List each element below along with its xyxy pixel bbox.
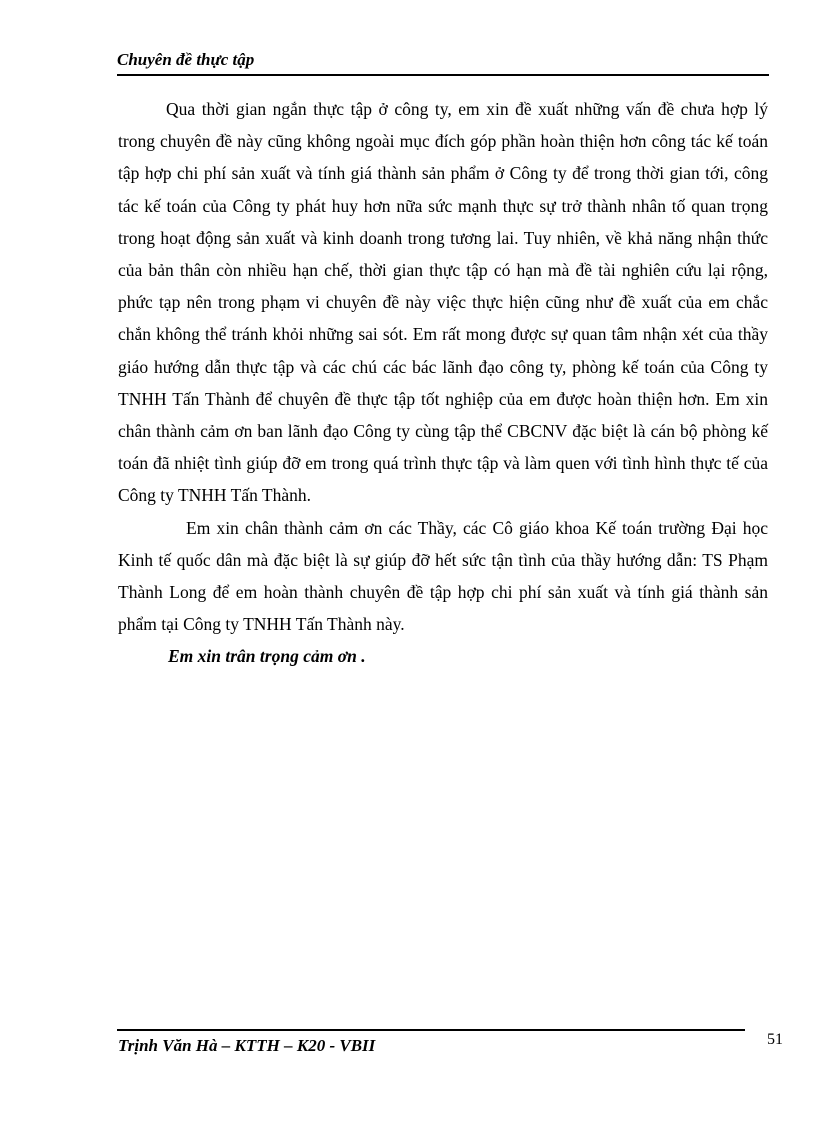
- page-header: [117, 48, 769, 76]
- closing-line: Em xin trân trọng cảm ơn .: [168, 646, 366, 667]
- document-body: [118, 93, 768, 673]
- body-paragraph-2: Em xin chân thành cảm ơn các Thầy, các Cô giáo khoa Kế toán trường Đại học Kinh tế quốc dân mà đặc biệt là sự giúp đỡ hết sức tận tình của thầy hướng dẫn: TS Phạm Thành Long để em hoàn thành chuyên đề tập hợp chi phí sản xuất và tính giá thành sản phẩm tại Công ty TNHH Tấn Thành này.: [118, 517, 768, 635]
- header-title: Chuyên đề thực tập: [117, 50, 255, 69]
- footer-divider: [117, 1029, 745, 1031]
- body-paragraph-1: Qua thời gian ngắn thực tập ở công ty, em xin đề xuất những vấn đề chưa hợp lý trong chuyên đề này cũng không ngoài mục đích góp phần hoàn thiện hơn công tác kế toán tập hợp chi phí sản xuất và tính giá thành sản phẩm ở Công ty để trong thời gian tới, công tác kế toán của Công ty phát huy hơn nữa sức mạnh thực sự trở thành nhân tố quan trọng trong hoạt động sản xuất và kinh doanh trong tương lai. Tuy nhiên, về khả năng nhận thức của bản thân còn nhiều hạn chế, thời gian thực tập có hạn mà đề tài nghiên cứu lại rộng, phức tạp nên trong phạm vi chuyên đề này việc thực hiện cũng như đề xuất của em chắc chắn không thể tránh khỏi những sai sót. Em rất mong được sự quan tâm nhận xét của thầy giáo hướng dẫn thực tập và các chú các bác lãnh đạo công ty, phòng kế toán của Công ty TNHH Tấn Thành để chuyên đề thực tập tốt nghiệp của em được hoàn thiện hơn. Em xin chân thành cảm ơn ban lãnh đạo Công ty cùng tập thể CBCNV đặc biệt là cán bộ phòng kế toán đã nhiệt tình giúp đỡ em trong quá trình thực tập và làm quen với tình hình thực tế của Công ty TNHH Tấn Thành.: [118, 99, 768, 506]
- footer-author: Trịnh Văn Hà – KTTH – K20 - VBII: [118, 1036, 376, 1055]
- page-number: 51: [767, 1031, 783, 1048]
